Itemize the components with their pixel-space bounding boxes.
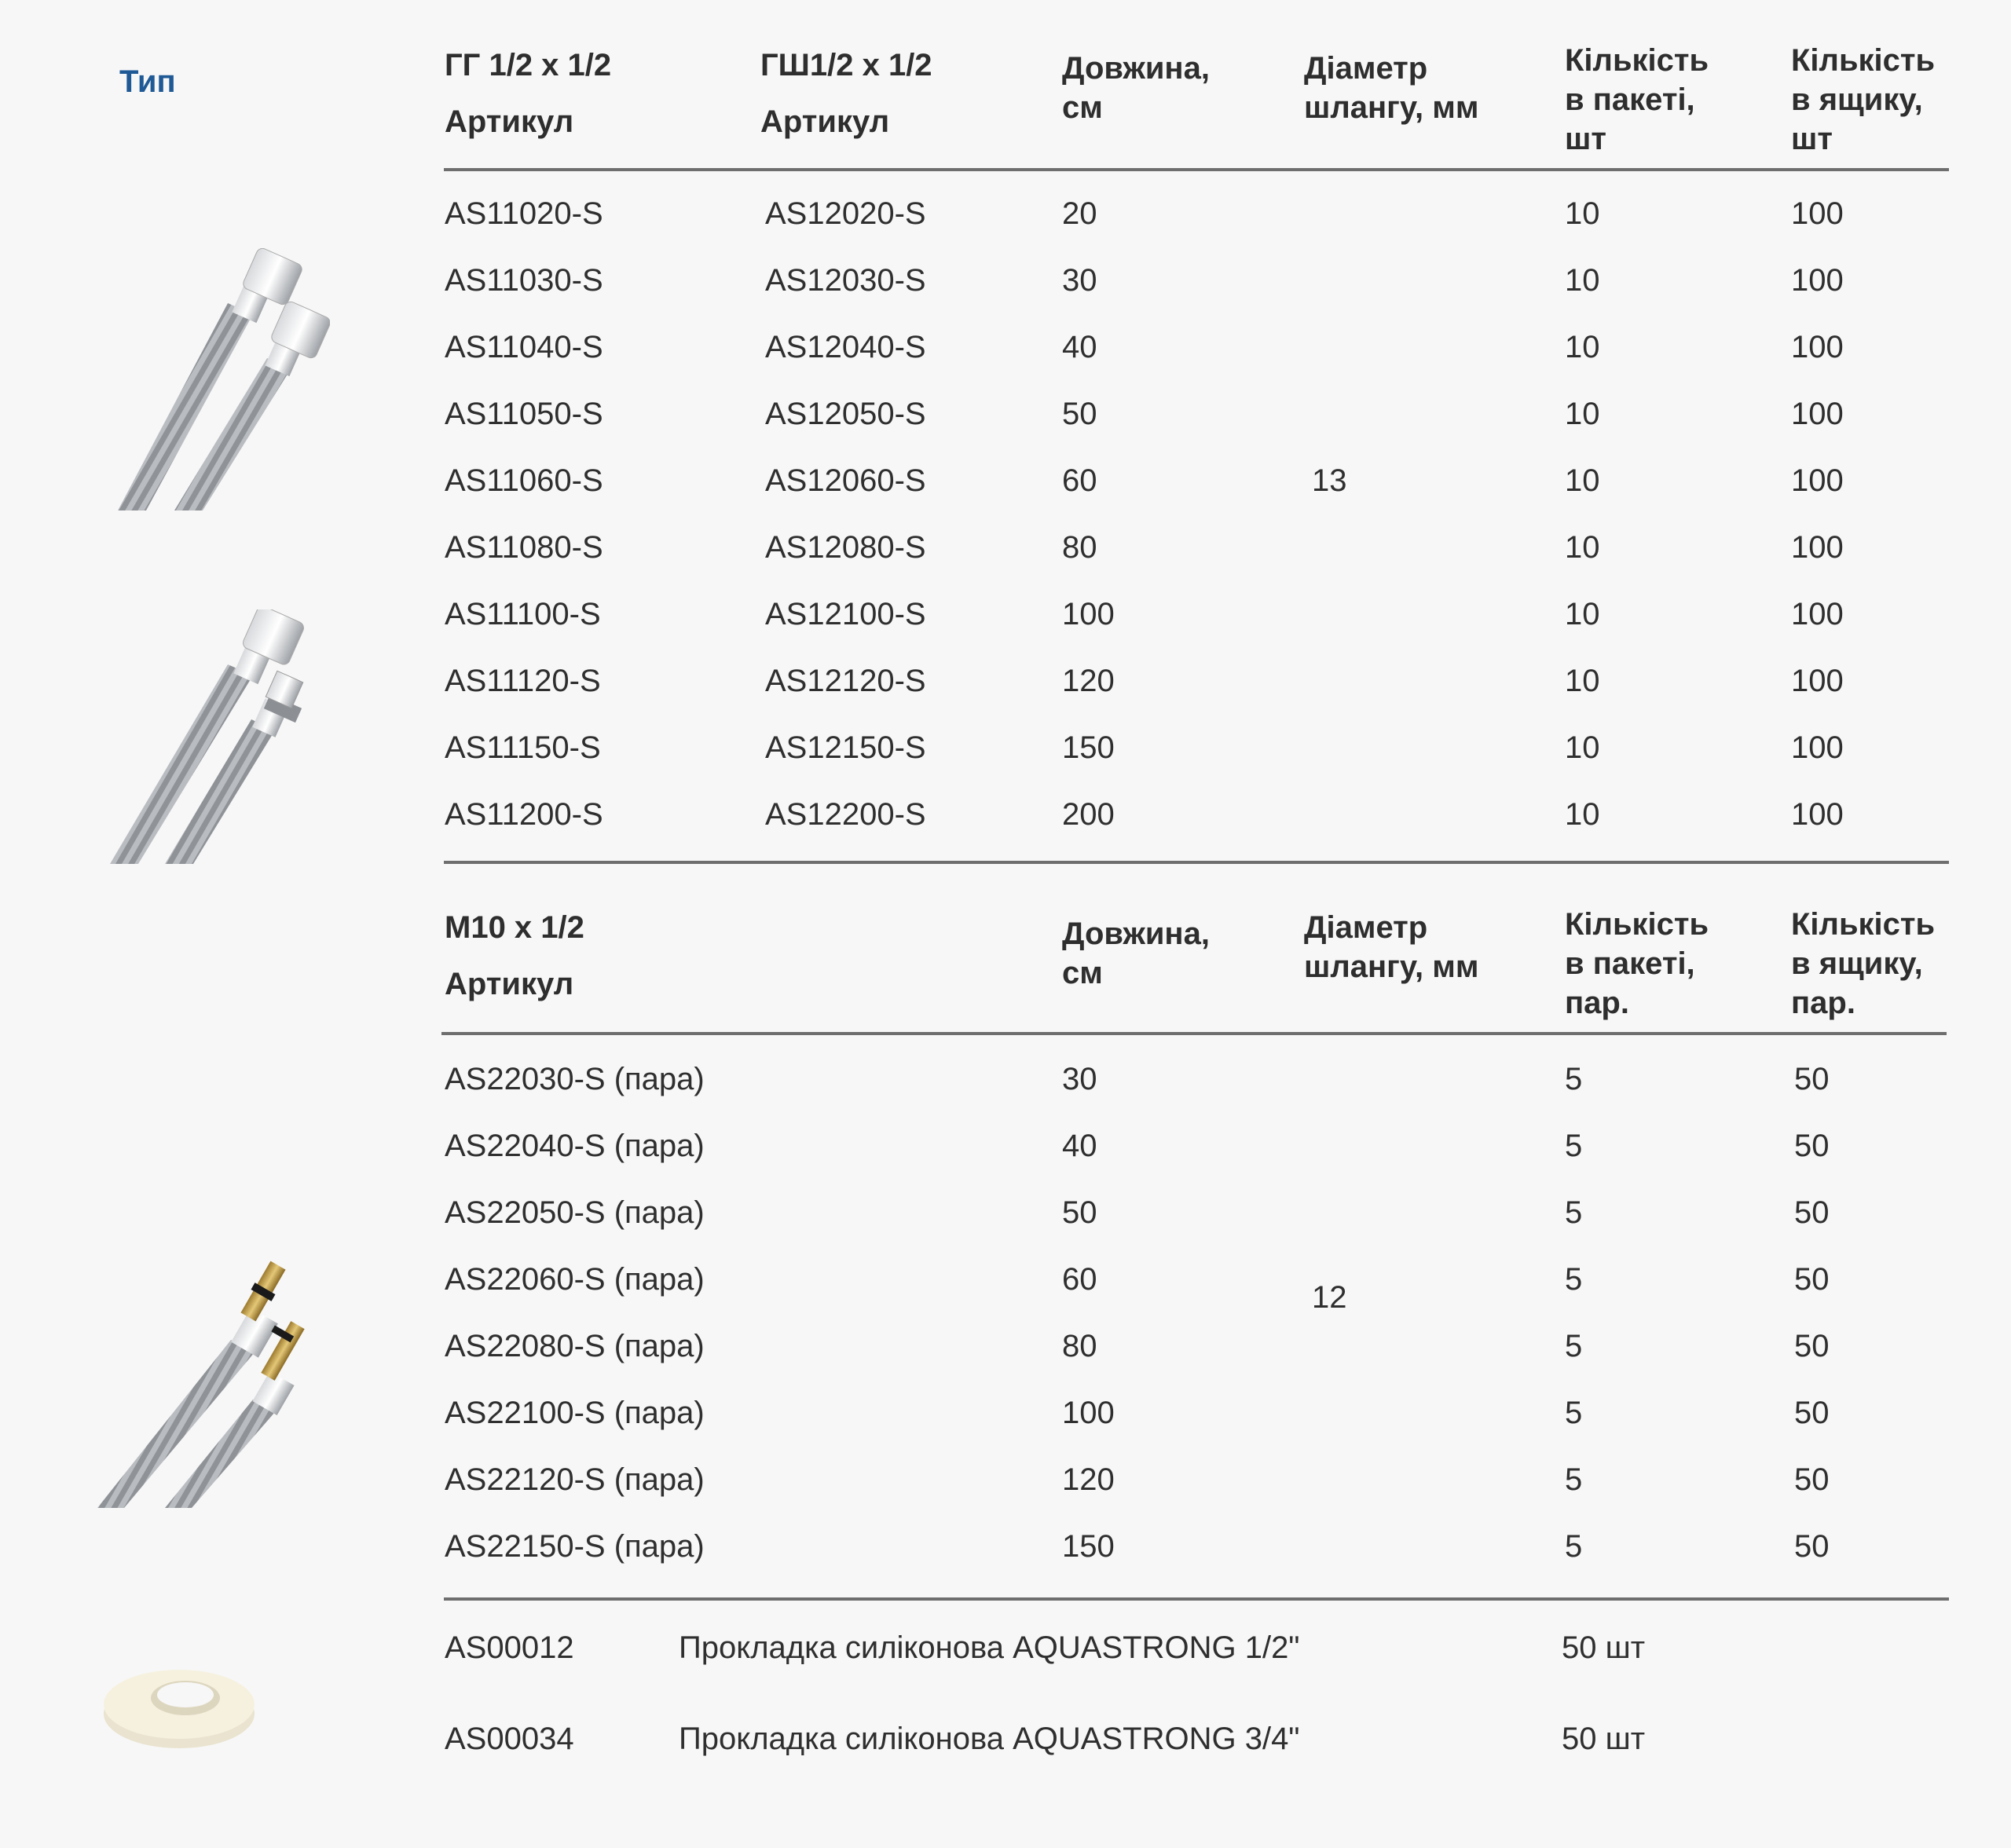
cell-box: 100 [1791, 263, 1844, 298]
section1-bottom-rule [444, 861, 1949, 864]
cell-desc: Прокладка силіконова AQUASTRONG 1/2" [679, 1630, 1300, 1665]
cell-length: 30 [1062, 1062, 1097, 1096]
hose-gg-photo [118, 248, 330, 510]
cell-gg: AS11200-S [445, 797, 603, 832]
cell-qty: 50 шт [1562, 1722, 1646, 1756]
cell-length: 150 [1062, 1529, 1115, 1564]
cell-box: 100 [1791, 664, 1844, 698]
cell-length: 100 [1062, 597, 1115, 631]
cell-length: 200 [1062, 797, 1115, 832]
cell-box: 50 [1794, 1195, 1830, 1230]
box-qty-header-line: в ящику, [1791, 946, 1923, 981]
cell-pack: 10 [1565, 797, 1600, 832]
cell-gsh: AS12020-S [765, 196, 926, 231]
cell-gsh: AS12060-S [765, 463, 926, 498]
cell-box: 100 [1791, 330, 1844, 364]
cell-box: 100 [1791, 597, 1844, 631]
diameter-header-line: Діаметр [1304, 910, 1428, 945]
diameter-value: 12 [1312, 1280, 1347, 1315]
section2-header-rule [441, 1032, 1947, 1035]
cell-pack: 5 [1565, 1062, 1583, 1096]
cell-gg: AS11060-S [445, 463, 603, 498]
cell-art: AS22030-S (пара) [445, 1062, 705, 1096]
pack-qty-header-line: пар. [1565, 986, 1629, 1020]
cell-pack: 10 [1565, 330, 1600, 364]
cell-art: AS22060-S (пара) [445, 1262, 705, 1297]
cell-art: AS22080-S (пара) [445, 1329, 705, 1363]
cell-gsh: AS12040-S [765, 330, 926, 364]
cell-gsh: AS12030-S [765, 263, 926, 298]
cell-length: 50 [1062, 1195, 1097, 1230]
length-header-line: см [1062, 956, 1103, 990]
gsh-header-line: Артикул [760, 104, 890, 139]
cell-pack: 5 [1565, 1129, 1583, 1163]
cell-gg: AS11080-S [445, 530, 603, 565]
cell-art: AS22040-S (пара) [445, 1129, 705, 1163]
cell-gg: AS11120-S [445, 664, 601, 698]
cell-pack: 5 [1565, 1195, 1583, 1230]
cell-pack: 5 [1565, 1462, 1583, 1497]
diameter-value: 13 [1312, 463, 1347, 498]
diameter-header-line: шлангу, мм [1304, 950, 1479, 984]
cell-desc: Прокладка силіконова AQUASTRONG 3/4" [679, 1722, 1300, 1756]
gsh-header-line: ГШ1/2 x 1/2 [760, 48, 932, 82]
cell-gg: AS11050-S [445, 397, 603, 431]
cell-art: AS22050-S (пара) [445, 1195, 705, 1230]
cell-pack: 5 [1565, 1329, 1583, 1363]
cell-box: 100 [1791, 397, 1844, 431]
box-qty-header-line: в ящику, [1791, 82, 1923, 117]
cell-pack: 5 [1565, 1529, 1583, 1564]
cell-length: 80 [1062, 1329, 1097, 1363]
cell-gsh: AS12100-S [765, 597, 926, 631]
cell-gsh: AS12120-S [765, 664, 926, 698]
cell-gsh: AS12050-S [765, 397, 926, 431]
m10-header-line: Артикул [445, 967, 574, 1001]
cell-box: 50 [1794, 1329, 1830, 1363]
m10-header-line: M10 x 1/2 [445, 910, 584, 945]
cell-gg: AS11020-S [445, 196, 603, 231]
cell-box: 100 [1791, 797, 1844, 832]
length-header-line: Довжина, [1062, 917, 1210, 951]
pack-qty-header-line: Кількість [1565, 907, 1709, 942]
cell-pack: 10 [1565, 397, 1600, 431]
cell-length: 60 [1062, 463, 1097, 498]
pack-qty-header-line: в пакеті, [1565, 82, 1695, 117]
pack-qty-header-line: Кількість [1565, 43, 1709, 78]
box-qty-header-line: пар. [1791, 986, 1855, 1020]
cell-pack: 10 [1565, 530, 1600, 565]
type-column-label: Тип [119, 64, 176, 99]
cell-gsh: AS12200-S [765, 797, 926, 832]
cell-box: 100 [1791, 196, 1844, 231]
cell-length: 50 [1062, 397, 1097, 431]
cell-length: 150 [1062, 730, 1115, 765]
pack-qty-header-line: шт [1565, 122, 1606, 156]
cell-length: 40 [1062, 330, 1097, 364]
cell-pack: 5 [1565, 1396, 1583, 1430]
cell-pack: 10 [1565, 597, 1600, 631]
cell-qty: 50 шт [1562, 1630, 1646, 1665]
cell-length: 120 [1062, 1462, 1115, 1497]
box-qty-header-line: шт [1791, 122, 1833, 156]
cell-box: 100 [1791, 463, 1844, 498]
gg-header-line: Артикул [445, 104, 574, 139]
cell-gsh: AS12150-S [765, 730, 926, 765]
diameter-header-line: шлангу, мм [1304, 90, 1479, 125]
cell-gg: AS11030-S [445, 263, 603, 298]
cell-art: AS22100-S (пара) [445, 1396, 705, 1430]
length-header-line: Довжина, [1062, 51, 1210, 86]
cell-box: 50 [1794, 1529, 1830, 1564]
cell-length: 120 [1062, 664, 1115, 698]
cell-pack: 10 [1565, 196, 1600, 231]
box-qty-header-line: Кількість [1791, 907, 1936, 942]
cell-pack: 10 [1565, 730, 1600, 765]
cell-box: 50 [1794, 1262, 1830, 1297]
cell-art: AS00012 [445, 1630, 574, 1665]
cell-pack: 10 [1565, 664, 1600, 698]
cell-gg: AS11040-S [445, 330, 603, 364]
cell-box: 50 [1794, 1062, 1830, 1096]
cell-length: 40 [1062, 1129, 1097, 1163]
cell-art: AS22120-S (пара) [445, 1462, 705, 1497]
cell-gg: AS11100-S [445, 597, 601, 631]
cell-length: 80 [1062, 530, 1097, 565]
cell-gsh: AS12080-S [765, 530, 926, 565]
diameter-header-line: Діаметр [1304, 51, 1428, 86]
hose-m10-photo [97, 1246, 314, 1508]
cell-art: AS00034 [445, 1722, 574, 1756]
cell-box: 50 [1794, 1462, 1830, 1497]
cell-length: 20 [1062, 196, 1097, 231]
section1-header-rule [444, 168, 1949, 171]
cell-box: 100 [1791, 530, 1844, 565]
section2-bottom-rule [444, 1597, 1949, 1601]
cell-box: 50 [1794, 1396, 1830, 1430]
box-qty-header-line: Кількість [1791, 43, 1936, 78]
cell-length: 60 [1062, 1262, 1097, 1297]
cell-length: 30 [1062, 263, 1097, 298]
cell-art: AS22150-S (пара) [445, 1529, 705, 1564]
cell-pack: 10 [1565, 463, 1600, 498]
cell-length: 100 [1062, 1396, 1115, 1430]
silicone-gasket-photo [101, 1657, 258, 1751]
cell-pack: 10 [1565, 263, 1600, 298]
hose-gsh-photo [110, 609, 322, 864]
gg-header-line: ГГ 1/2 x 1/2 [445, 48, 612, 82]
cell-gg: AS11150-S [445, 730, 601, 765]
cell-box: 100 [1791, 730, 1844, 765]
cell-box: 50 [1794, 1129, 1830, 1163]
length-header-line: см [1062, 90, 1103, 125]
cell-pack: 5 [1565, 1262, 1583, 1297]
pack-qty-header-line: в пакеті, [1565, 946, 1695, 981]
